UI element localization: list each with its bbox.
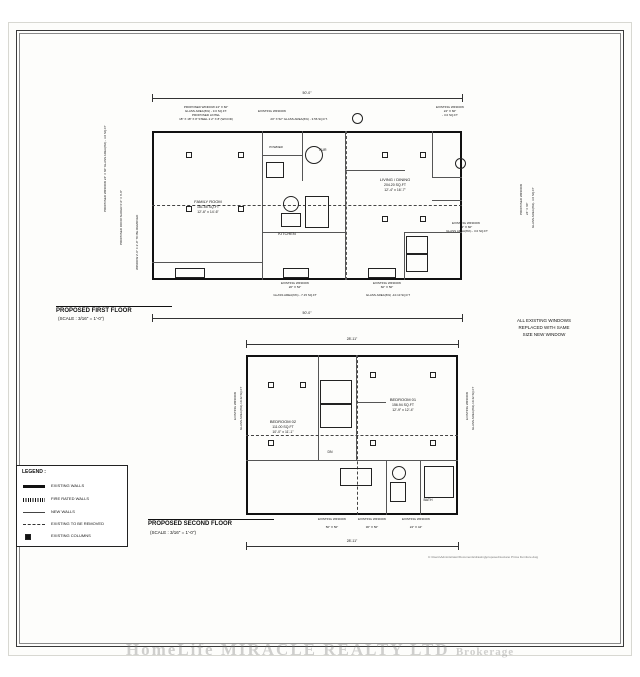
sf-partition-1 <box>318 355 319 460</box>
legend-label-3: EXISTING TO BE REMOVED <box>51 521 104 526</box>
sf-dim-top-label: 28'-11" <box>346 337 358 341</box>
sf-win5-title: EXISTING WINDOW <box>465 392 469 420</box>
sf-column <box>430 372 436 378</box>
ff-fixture-stair-a <box>406 236 428 254</box>
ff-room-family-name: FAMILY ROOM <box>194 199 222 204</box>
sf-room-bath: BATH <box>423 498 433 502</box>
ff-fixture-sink <box>281 213 301 227</box>
ff-room-fur: FUR <box>319 148 327 152</box>
ff-room-powder: POWDER <box>269 145 283 149</box>
ff-note-w4-title: EXISTING WINDOW <box>373 281 401 285</box>
footer-path: C:\Users\Administrator\Documents\drawing\proposed\Luciano Prima Furniture.dwg <box>428 555 539 559</box>
ff-room-family-area: 181.55 SQ.FT <box>197 205 219 209</box>
sf-dim-tick <box>246 542 247 550</box>
ff-dim-tick <box>462 94 463 102</box>
sf-win4-title: EXISTING WINDOW <box>233 392 237 420</box>
sf-fixture-wc <box>390 482 406 502</box>
sf-dim-bottom-label: 28'-11" <box>346 539 358 543</box>
sf-room-bed1-name: BEDROOM 01 <box>389 397 417 402</box>
ff-room-family-dim: 12'-6" x 14'-6" <box>197 210 219 214</box>
ff-room-living-name: LIVING / DINING <box>379 177 411 182</box>
ff-right-note-1: PROPOSED WINDOW <box>519 183 523 215</box>
ff-dim-tick <box>462 314 463 322</box>
ff-dim-top-label: 50'-0" <box>302 91 312 95</box>
sf-room-bed1-area: 156.94 SQ.FT <box>392 403 414 407</box>
legend-swatch-existing-walls <box>23 485 45 488</box>
ff-left-note-3: WINDOW 2'-0" X 2'-0" TO BE REMOVED <box>135 214 139 270</box>
ff-note-w3-extra: - 3.0 SQ.FT <box>442 113 458 117</box>
ff-title-scale: (SCALE : 3/16" = 1'-0") <box>58 316 104 321</box>
ff-partition-9 <box>152 262 262 263</box>
ff-dim-top-line <box>152 98 462 99</box>
sf-fixture-bed <box>340 468 372 486</box>
sf-fixture-sink <box>392 466 406 480</box>
legend-swatch-columns <box>25 534 31 540</box>
sf-dim-tick <box>458 340 459 348</box>
ff-partition-7 <box>262 155 302 156</box>
legend-label-4: EXISTING COLUMNS <box>51 533 91 538</box>
sf-partition-6 <box>420 460 421 515</box>
watermark-line2: Brokerage <box>455 646 515 658</box>
sf-win2-title: EXISTING WINDOW <box>358 517 386 521</box>
ff-fixture-island <box>305 196 329 228</box>
ff-column <box>186 152 192 158</box>
sf-title-underline <box>148 519 274 520</box>
legend-label-0: EXISTING WALLS <box>51 483 85 488</box>
sf-win2-size: 30" X 50" <box>365 525 379 529</box>
sf-dim-top-line <box>246 344 458 345</box>
sf-win1-title: EXISTING WINDOW <box>318 517 346 521</box>
sf-wall-bottom <box>246 513 458 515</box>
sf-column <box>370 372 376 378</box>
ff-note-w6-extra: GLASS AREA(6%) - 3.0 SQ.FT <box>446 229 488 233</box>
sf-column <box>430 440 436 446</box>
ff-note-w4-glass: 60" X 50" <box>380 285 394 289</box>
ff-left-note-1: PROPOSED WINDOW 24" X 60" GLASS AREA(6%) - 3.0 SQ.FT <box>103 125 107 212</box>
sf-partition-5 <box>386 460 387 515</box>
ff-dim-tick <box>152 94 153 102</box>
ff-marker-right <box>455 158 466 169</box>
sf-win4-glass: GLASS AREA(6%)-10.42 SQ.FT <box>239 386 243 430</box>
general-note-2: REPLACED WITH SAME <box>518 325 570 330</box>
sf-column <box>370 440 376 446</box>
sf-win3-title: EXISTING WINDOW <box>402 517 430 521</box>
ff-right-note-2: 24" X 60" <box>525 202 529 215</box>
ff-dim-bottom-label: 50'-0" <box>302 311 312 315</box>
ff-room-kitchen-name: KITCHEN <box>278 231 296 236</box>
sf-column <box>268 440 274 446</box>
ff-marker-top <box>352 113 363 124</box>
ff-note-w3-glass: 24" X 60" <box>443 109 457 113</box>
ff-note-w2-glass: 20" X 52" GLASS AREA(6%) - 3.56 SQ.FT. <box>270 117 328 121</box>
ff-title-underline <box>56 306 172 307</box>
legend-swatch-fire-rated <box>23 498 45 502</box>
legend-label-1: FIRE RATED WALLS <box>51 496 90 501</box>
ff-fixture-stair-b <box>406 254 428 272</box>
sf-dim-tick <box>458 542 459 550</box>
sf-fixture-tub <box>424 466 454 498</box>
ff-partition-8 <box>302 131 303 181</box>
ff-window-b1 <box>283 268 309 278</box>
ff-note-w6-title: EXISTING WINDOW <box>452 221 480 225</box>
sf-room-bed2-dim: 10'-0" x 11'-1" <box>272 430 294 434</box>
sf-room-bed2-name: BEDROOM 02 <box>269 419 297 424</box>
ff-note-w5-glass: 20" X 52" <box>288 285 302 289</box>
ff-partition-12 <box>432 200 462 201</box>
sf-partition-7 <box>246 460 318 461</box>
ff-dim-bottom-line <box>152 318 462 319</box>
legend-label-2: NEW WALLS <box>51 509 75 514</box>
sf-room-bed1-dim: 12'-9" x 12'-4" <box>392 408 414 412</box>
ff-note-w6-glass: 24" X 60" <box>459 225 473 229</box>
sf-dim-bottom-line <box>246 546 458 547</box>
general-note-3: SIZE NEW WINDOW <box>522 332 566 337</box>
sf-win3-size: 24" X 44" <box>409 525 423 529</box>
sf-partition-2 <box>318 460 458 461</box>
sf-column <box>300 382 306 388</box>
ff-column <box>238 152 244 158</box>
ff-column <box>382 216 388 222</box>
ff-note-w5-extra: GLASS AREA(6%) - 7.15 SQ.FT <box>273 293 317 297</box>
ff-note-w2-title: EXISTING WINDOW <box>258 109 286 113</box>
ff-partition-10 <box>432 131 433 177</box>
watermark-line1: HomeLife MIRACLE REALTY LTD <box>125 640 450 659</box>
ff-right-note-3: GLASS AREA(6%)- 3.0 SQ.FT <box>531 187 535 228</box>
sf-stairs <box>320 380 352 404</box>
ff-fixture-cooktop <box>283 196 299 212</box>
ff-left-note-2: PROPOSED DOOR SLIDER 6'-0" X 6'-8" <box>119 190 123 245</box>
ff-fixture-deck <box>175 268 205 278</box>
ff-room-living-dim: 12'-4" x 16'-7" <box>384 188 406 192</box>
sf-centerline-h <box>246 435 458 436</box>
sf-room-bed2-area: 111.00 SQ.FT <box>272 425 294 429</box>
general-note-1: ALL EXISTING WINDOWS <box>516 318 572 323</box>
ff-note-w3-title: EXISTING WINDOW <box>436 105 464 109</box>
legend-swatch-removed <box>23 524 45 525</box>
legend-box <box>16 465 128 547</box>
ff-note-w1-size: 18" X 18" X 8' STEEL 2 2" X 8' (W/COD) <box>179 117 233 121</box>
sf-wall-top <box>246 355 458 357</box>
legend-swatch-new-walls <box>23 512 45 513</box>
sf-win1-size: 50" X 50" <box>325 525 339 529</box>
ff-column <box>420 216 426 222</box>
ff-title: PROPOSED FIRST FLOOR <box>56 308 132 314</box>
ff-note-w1-extra: PROPOSED LINTEL <box>191 113 220 117</box>
ff-room-living-area: 204.20 SQ.FT <box>384 183 406 187</box>
ff-wall-top <box>152 131 462 133</box>
ff-dim-tick <box>152 314 153 322</box>
sheet-border-inner <box>19 33 621 644</box>
ff-partition-11 <box>432 177 462 178</box>
sf-win5-glass: GLASS AREA(6%)-10.42 SQ.FT <box>471 386 475 430</box>
sf-closet <box>320 404 352 428</box>
ff-partition-4 <box>345 170 405 171</box>
ff-note-w1-title: PROPOSED WINDOW 24" X 60" <box>183 105 229 109</box>
ff-note-w1-glass: GLASS AREA(6%) - 3.0 SQ.FT. <box>184 109 228 113</box>
ff-partition-6 <box>404 232 405 280</box>
sf-dim-tick <box>246 340 247 348</box>
ff-column <box>420 152 426 158</box>
ff-window-b2 <box>368 268 396 278</box>
ff-note-w4-extra: GLASS AREA(6%) -10.13 SQ.FT <box>365 293 411 297</box>
ff-wall-bottom <box>152 278 462 280</box>
ff-note-w5-title: EXISTING WINDOW <box>281 281 309 285</box>
legend-title: LEGEND : <box>22 469 46 475</box>
sf-room-dn: DN <box>327 450 333 454</box>
sf-column <box>268 382 274 388</box>
sf-title-scale: (SCALE : 3/16" = 1'-0") <box>150 530 196 535</box>
watermark <box>0 640 640 660</box>
ff-column <box>382 152 388 158</box>
ff-column <box>238 206 244 212</box>
sf-title: PROPOSED SECOND FLOOR <box>148 521 233 527</box>
ff-fixture-wc <box>266 162 284 178</box>
